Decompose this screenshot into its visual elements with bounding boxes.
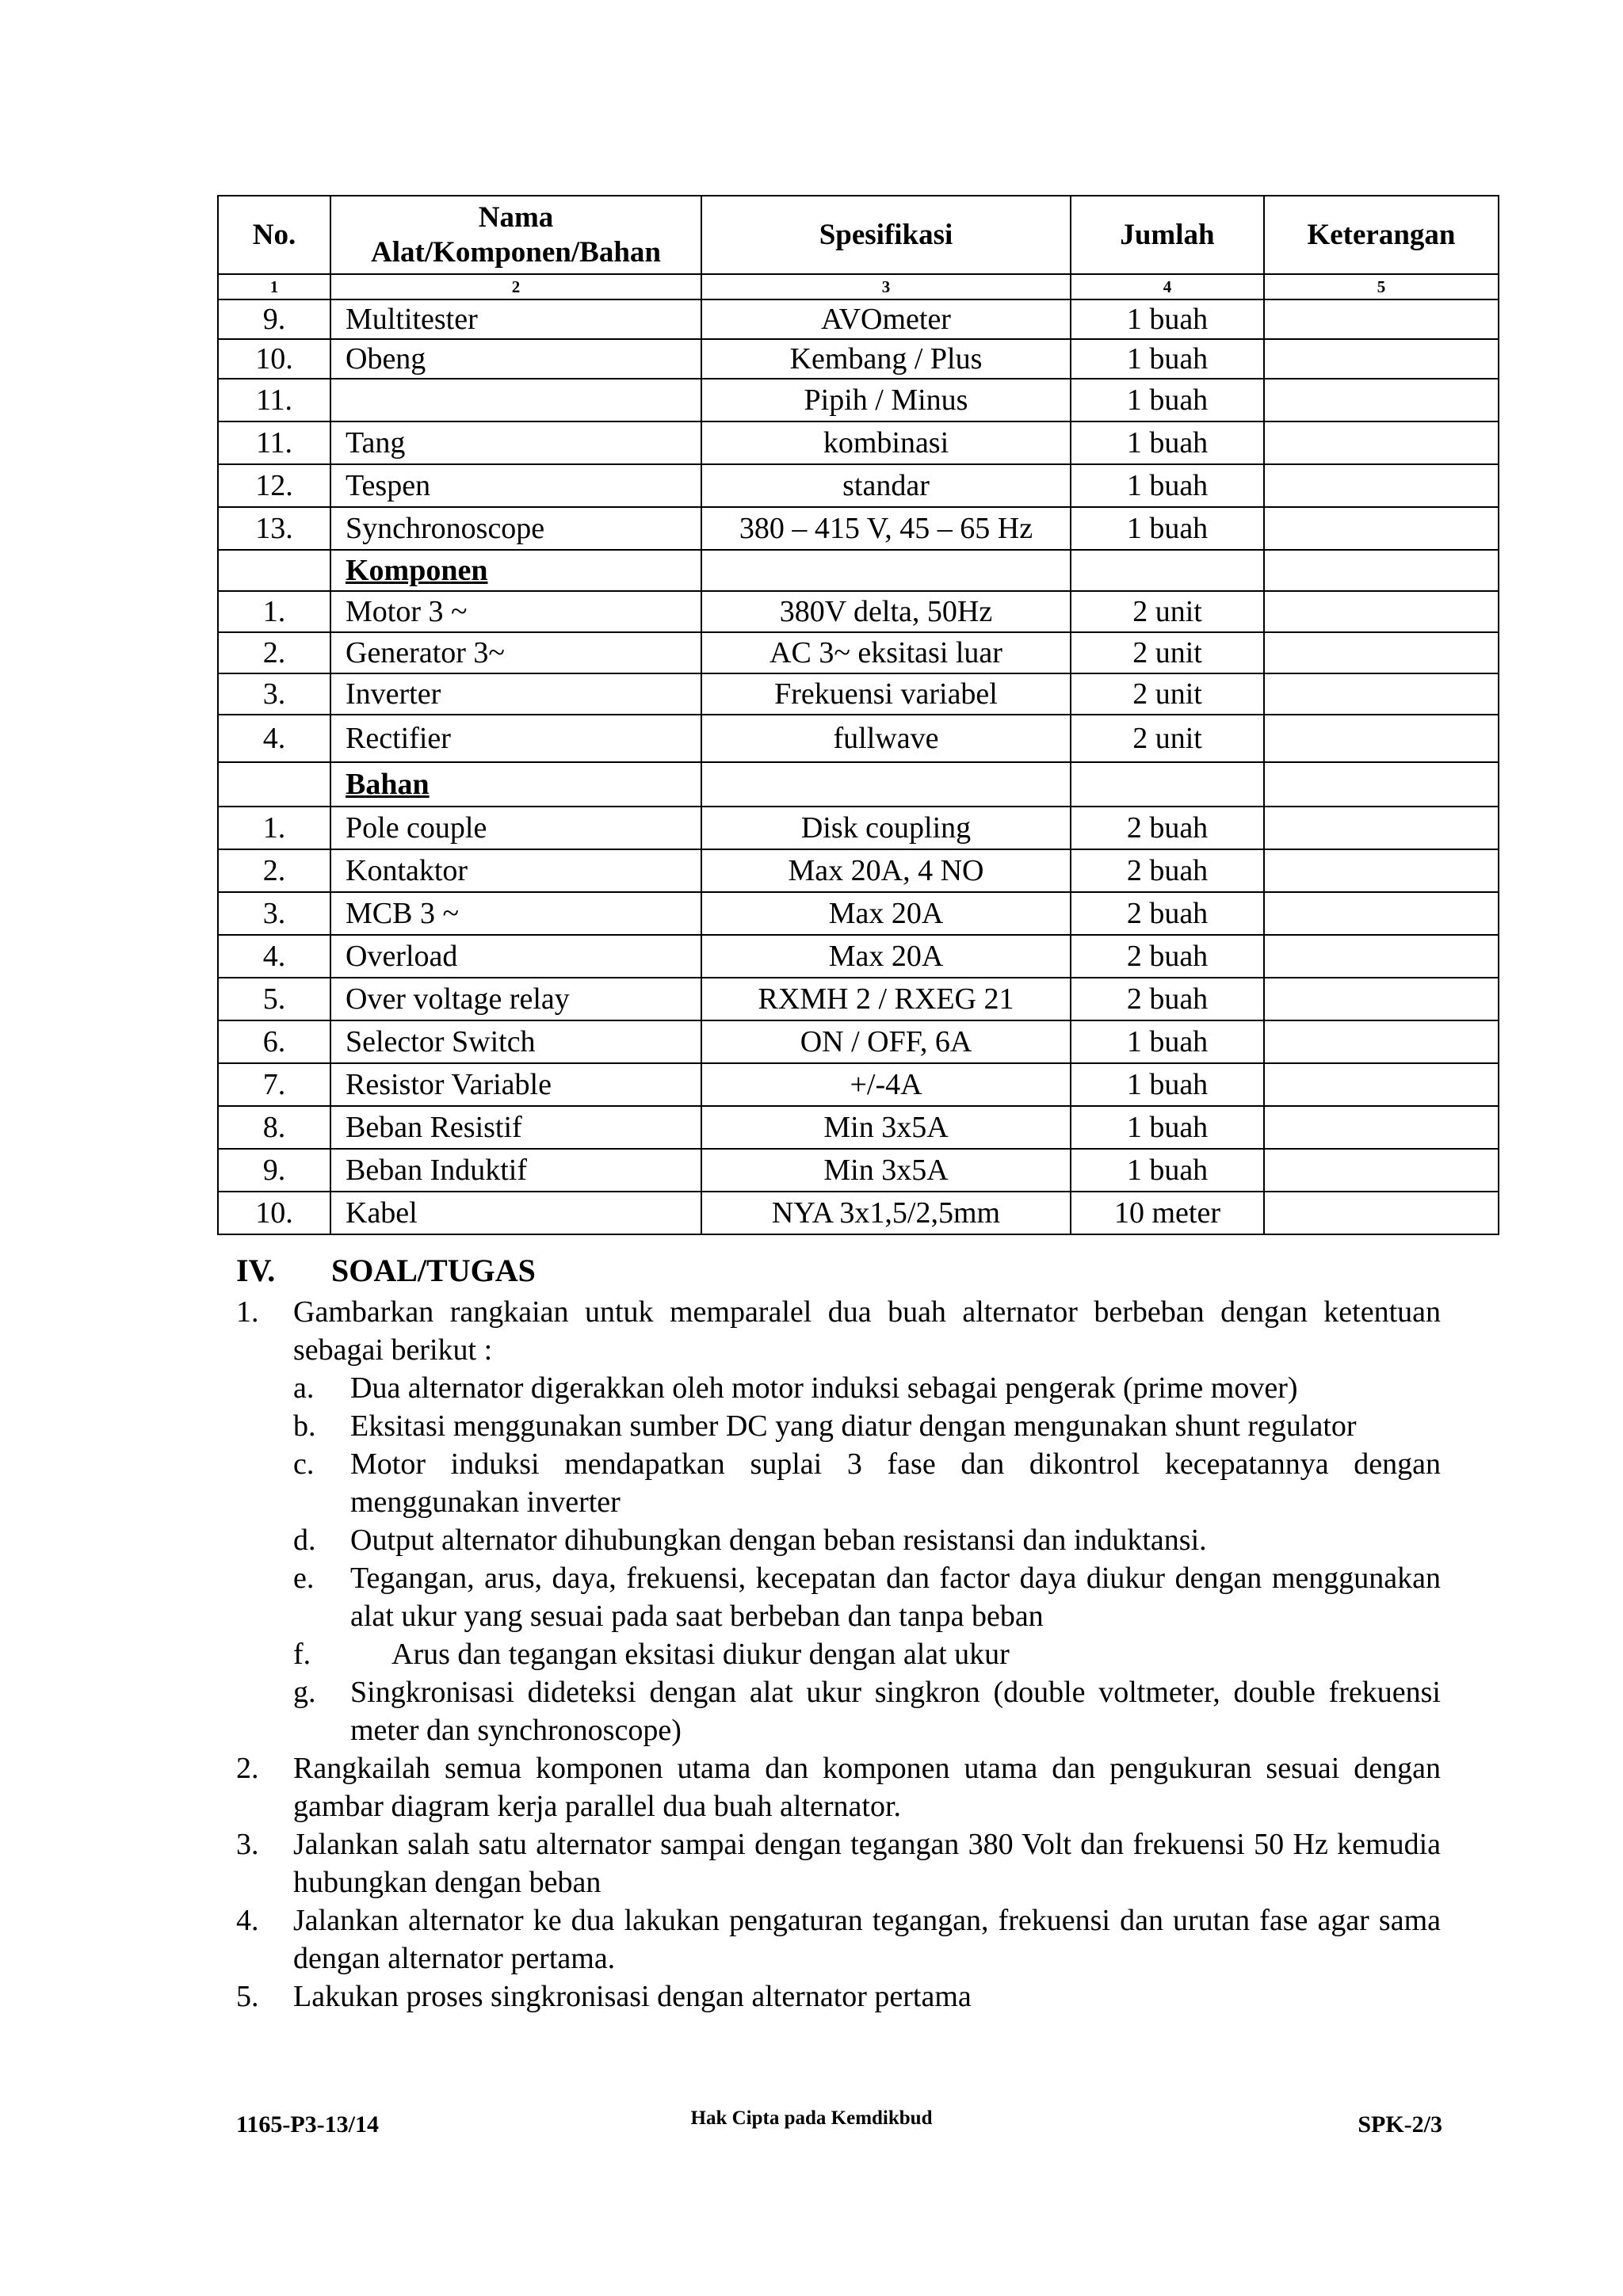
section-label: Bahan	[330, 762, 701, 807]
qty-cell: 1 buah	[1071, 1106, 1264, 1149]
subtask-text: Singkronisasi dideteksi dengan alat ukur singkron (double voltmeter, double frekuensi meter dan synchronoscope)	[350, 1676, 1441, 1747]
subtask-text: Output alternator dihubungkan dengan beban resistansi dan induktansi.	[350, 1524, 1207, 1557]
section-title: SOAL/TUGAS	[331, 1253, 536, 1288]
qty-cell: 1 buah	[1071, 299, 1264, 339]
header-spec: Spesifikasi	[701, 196, 1071, 274]
spec-cell	[701, 550, 1071, 591]
header-note: Keterangan	[1264, 196, 1499, 274]
equipment-table	[217, 195, 1499, 1235]
table-row	[218, 715, 1499, 762]
table-row	[218, 1192, 1499, 1234]
note-cell	[1264, 339, 1499, 379]
no-cell: 9.	[218, 1149, 330, 1192]
qty-cell	[1071, 762, 1264, 807]
table-row	[218, 464, 1499, 507]
no-cell: 3.	[218, 892, 330, 935]
spec-cell: AC 3~ eksitasi luar	[701, 632, 1071, 673]
name-cell: Motor 3 ~	[330, 591, 701, 632]
subtask-letter: g.	[293, 1676, 316, 1709]
index-cell: 1	[218, 274, 330, 299]
spec-cell: Min 3x5A	[701, 1106, 1071, 1149]
subtask-item	[293, 1673, 1441, 1749]
name-cell: Obeng	[330, 339, 701, 379]
index-cell: 2	[330, 274, 701, 299]
footer-copyright: Hak Cipta pada Kemdikbud	[690, 2107, 933, 2129]
subtask-letter: a.	[293, 1371, 315, 1405]
subtask-item	[293, 1445, 1441, 1521]
name-cell: Tespen	[330, 464, 701, 507]
table-row	[218, 299, 1499, 339]
name-cell: Beban Resistif	[330, 1106, 701, 1149]
note-cell	[1264, 1192, 1499, 1234]
no-cell	[218, 762, 330, 807]
note-cell	[1264, 550, 1499, 591]
table-row	[218, 1020, 1499, 1063]
note-cell	[1264, 1149, 1499, 1192]
no-cell: 3.	[218, 673, 330, 715]
no-cell: 2.	[218, 632, 330, 673]
name-cell: Resistor Variable	[330, 1063, 701, 1106]
subtask-letter: b.	[293, 1409, 316, 1443]
qty-cell: 1 buah	[1071, 339, 1264, 379]
task-item	[236, 1293, 1441, 1749]
footer-page-code: SPK-2/3	[1358, 2111, 1442, 2138]
subtask-text: Eksitasi menggunakan sumber DC yang diatur dengan mengunakan shunt regulator	[350, 1409, 1357, 1443]
header-name	[330, 196, 701, 274]
note-cell	[1264, 673, 1499, 715]
task-number: 1.	[236, 1295, 259, 1329]
no-cell	[218, 550, 330, 591]
qty-cell: 1 buah	[1071, 421, 1264, 464]
qty-cell: 1 buah	[1071, 507, 1264, 550]
note-cell	[1264, 892, 1499, 935]
no-cell: 12.	[218, 464, 330, 507]
table-body	[218, 299, 1499, 1234]
name-cell: Multitester	[330, 299, 701, 339]
no-cell: 13.	[218, 507, 330, 550]
index-cell: 5	[1264, 274, 1499, 299]
header-name-line-1: Nama	[478, 200, 554, 234]
table-row	[218, 339, 1499, 379]
no-cell: 2.	[218, 849, 330, 892]
spec-cell: Kembang / Plus	[701, 339, 1071, 379]
qty-cell: 1 buah	[1071, 379, 1264, 421]
task-list	[236, 1293, 1441, 2016]
spec-cell: ON / OFF, 6A	[701, 1020, 1071, 1063]
note-cell	[1264, 1063, 1499, 1106]
name-cell: Pole couple	[330, 807, 701, 849]
task-number: 2.	[236, 1752, 259, 1785]
task-item	[236, 1825, 1441, 1901]
table-row	[218, 379, 1499, 421]
section-row	[218, 550, 1499, 591]
no-cell: 6.	[218, 1020, 330, 1063]
spec-cell: 380 – 415 V, 45 – 65 Hz	[701, 507, 1071, 550]
table-row	[218, 807, 1499, 849]
note-cell	[1264, 299, 1499, 339]
note-cell	[1264, 1106, 1499, 1149]
spec-cell: kombinasi	[701, 421, 1071, 464]
table-row	[218, 507, 1499, 550]
note-cell	[1264, 507, 1499, 550]
qty-cell	[1071, 550, 1264, 591]
qty-cell: 2 buah	[1071, 807, 1264, 849]
note-cell	[1264, 591, 1499, 632]
spec-cell: AVOmeter	[701, 299, 1071, 339]
name-cell: Overload	[330, 935, 701, 978]
qty-cell: 1 buah	[1071, 1063, 1264, 1106]
qty-cell: 2 unit	[1071, 591, 1264, 632]
section-row	[218, 762, 1499, 807]
qty-cell: 2 buah	[1071, 892, 1264, 935]
subtask-item	[293, 1407, 1441, 1445]
header-no: No.	[218, 196, 330, 274]
table-row	[218, 978, 1499, 1020]
qty-cell: 2 unit	[1071, 715, 1264, 762]
spec-cell: fullwave	[701, 715, 1071, 762]
no-cell: 1.	[218, 591, 330, 632]
name-cell	[330, 379, 701, 421]
name-cell: Generator 3~	[330, 632, 701, 673]
spec-cell: Max 20A	[701, 892, 1071, 935]
table-row	[218, 1106, 1499, 1149]
note-cell	[1264, 464, 1499, 507]
task-item	[236, 1901, 1441, 1978]
task-text: Jalankan salah satu alternator sampai dengan tegangan 380 Volt dan frekuensi 50 Hz kemudia hubungkan dengan beban	[293, 1828, 1441, 1899]
table-row	[218, 591, 1499, 632]
table-index-row	[218, 274, 1499, 299]
name-cell: Tang	[330, 421, 701, 464]
subtask-item	[293, 1369, 1441, 1407]
name-cell: MCB 3 ~	[330, 892, 701, 935]
name-cell: Kontaktor	[330, 849, 701, 892]
spec-cell: Max 20A, 4 NO	[701, 849, 1071, 892]
spec-cell: Min 3x5A	[701, 1149, 1071, 1192]
note-cell	[1264, 421, 1499, 464]
table-header-row	[218, 196, 1499, 274]
no-cell: 4.	[218, 715, 330, 762]
task-text: Lakukan proses singkronisasi dengan alternator pertama	[293, 1980, 972, 2013]
table-row	[218, 673, 1499, 715]
table-row	[218, 892, 1499, 935]
table-row	[218, 1149, 1499, 1192]
index-cell: 3	[701, 274, 1071, 299]
subtask-text: Motor induksi mendapatkan suplai 3 fase dan dikontrol kecepatannya dengan menggunakan inverter	[350, 1447, 1441, 1519]
spec-cell: Pipih / Minus	[701, 379, 1071, 421]
subtask-letter: f.	[293, 1638, 311, 1671]
spec-cell: RXMH 2 / RXEG 21	[701, 978, 1071, 1020]
no-cell: 9.	[218, 299, 330, 339]
subtask-item	[293, 1559, 1441, 1635]
spec-cell: Max 20A	[701, 935, 1071, 978]
subtask-letter: c.	[293, 1447, 315, 1481]
no-cell: 1.	[218, 807, 330, 849]
task-item	[236, 1978, 1441, 2016]
task-number: 4.	[236, 1904, 259, 1937]
index-cell: 4	[1071, 274, 1264, 299]
spec-cell: Disk coupling	[701, 807, 1071, 849]
name-cell: Inverter	[330, 673, 701, 715]
name-cell: Synchronoscope	[330, 507, 701, 550]
no-cell: 10.	[218, 1192, 330, 1234]
subtask-letter: e.	[293, 1562, 315, 1595]
qty-cell: 2 buah	[1071, 935, 1264, 978]
no-cell: 10.	[218, 339, 330, 379]
header-name-line-2: Alat/Komponen/Bahan	[371, 235, 661, 269]
table-row	[218, 849, 1499, 892]
task-text: Rangkailah semua komponen utama dan komponen utama dan pengukuran sesuai dengan gambar diagram kerja parallel dua buah alternator.	[293, 1752, 1441, 1823]
qty-cell: 1 buah	[1071, 1020, 1264, 1063]
table-row	[218, 632, 1499, 673]
note-cell	[1264, 762, 1499, 807]
qty-cell: 10 meter	[1071, 1192, 1264, 1234]
name-cell: Kabel	[330, 1192, 701, 1234]
spec-cell: +/-4A	[701, 1063, 1071, 1106]
qty-cell: 2 unit	[1071, 632, 1264, 673]
subtask-item	[293, 1521, 1441, 1559]
note-cell	[1264, 978, 1499, 1020]
no-cell: 11.	[218, 421, 330, 464]
section-number: IV.	[236, 1253, 276, 1288]
note-cell	[1264, 1020, 1499, 1063]
spec-cell: standar	[701, 464, 1071, 507]
qty-cell: 2 buah	[1071, 849, 1264, 892]
spec-cell: NYA 3x1,5/2,5mm	[701, 1192, 1071, 1234]
subtask-letter: d.	[293, 1524, 316, 1557]
section-heading	[236, 1252, 536, 1290]
no-cell: 8.	[218, 1106, 330, 1149]
spec-cell	[701, 762, 1071, 807]
note-cell	[1264, 379, 1499, 421]
footer-doc-code: 1165-P3-13/14	[236, 2111, 379, 2138]
header-qty: Jumlah	[1071, 196, 1264, 274]
table-row	[218, 935, 1499, 978]
note-cell	[1264, 935, 1499, 978]
task-text: Jalankan alternator ke dua lakukan pengaturan tegangan, frekuensi dan urutan fase agar sama dengan alternator pertama.	[293, 1904, 1441, 1975]
name-cell: Rectifier	[330, 715, 701, 762]
no-cell: 5.	[218, 978, 330, 1020]
note-cell	[1264, 715, 1499, 762]
qty-cell: 2 buah	[1071, 978, 1264, 1020]
note-cell	[1264, 632, 1499, 673]
name-cell: Beban Induktif	[330, 1149, 701, 1192]
spec-cell: 380V delta, 50Hz	[701, 591, 1071, 632]
no-cell: 4.	[218, 935, 330, 978]
table-row	[218, 1063, 1499, 1106]
table-row	[218, 421, 1499, 464]
subtask-text: Tegangan, arus, daya, frekuensi, kecepatan dan factor daya diukur dengan menggunakan alat ukur yang sesuai pada saat berbeban dan tanpa beban	[350, 1562, 1441, 1633]
subtask-text: Dua alternator digerakkan oleh motor induksi sebagai pengerak (prime mover)	[350, 1371, 1298, 1405]
qty-cell: 1 buah	[1071, 464, 1264, 507]
name-cell: Over voltage relay	[330, 978, 701, 1020]
subtask-item	[293, 1635, 1441, 1673]
task-number: 5.	[236, 1980, 259, 2013]
spec-cell: Frekuensi variabel	[701, 673, 1071, 715]
no-cell: 7.	[218, 1063, 330, 1106]
name-cell: Selector Switch	[330, 1020, 701, 1063]
note-cell	[1264, 807, 1499, 849]
note-cell	[1264, 849, 1499, 892]
qty-cell: 1 buah	[1071, 1149, 1264, 1192]
task-item	[236, 1749, 1441, 1825]
task-text: Gambarkan rangkaian untuk memparalel dua buah alternator berbeban dengan ketentuan sebagai berikut :	[293, 1295, 1441, 1367]
no-cell: 11.	[218, 379, 330, 421]
task-number: 3.	[236, 1828, 259, 1861]
qty-cell: 2 unit	[1071, 673, 1264, 715]
section-label: Komponen	[330, 550, 701, 591]
subtask-text: Arus dan tegangan eksitasi diukur dengan alat ukur	[391, 1638, 1010, 1671]
